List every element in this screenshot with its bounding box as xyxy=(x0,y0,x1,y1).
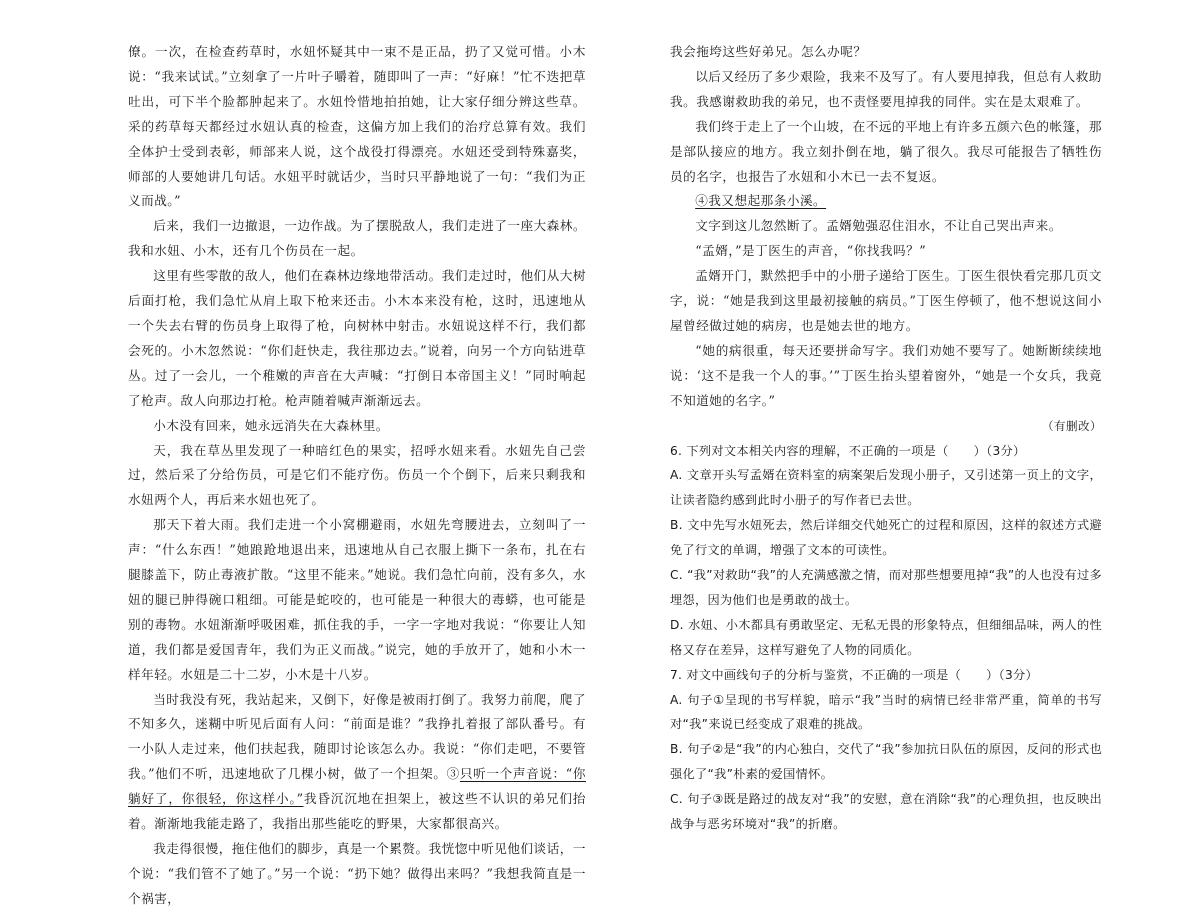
question-6-stem: 6. 下列对文本相关内容的理解，不正确的一项是（ ）（3分） xyxy=(670,443,1026,458)
passage-paragraph: “孟婿，”是丁医生的声音，“你找我吗？” xyxy=(695,243,927,259)
paragraph-text: 我昏沉沉地在担架上，被这些不认识的弟兄们抬着。渐渐地我能走路了，我指出那些能吃的野果，大家都很高兴。 xyxy=(128,791,587,832)
passage-paragraph: 孟婿开门，默然把手中的小册子递给丁医生。丁医生很快看完那几页文字，说：“她是我到这里最初接触的病员。”丁医生停顿了，他不想说这间小屋曾经做过她的病房，也是她去世的地方。 xyxy=(670,268,1102,333)
question-7-option-a: A. 句子①呈现的书写样貌，暗示“我”当时的病情已经非常严重，简单的书写对“我”来说已经变成了艰难的挑战。 xyxy=(670,692,1102,732)
passage-paragraph: 那天下着大雨。我们走进一个小窝棚避雨，水妞先弯腰进去，立刻叫了一声：“什么东西！”她踉跄地退出来，迅速地从自己衣服上撕下一条布，扎在右腿膝盖下，防止毒液扩散。“这里不能来。”她说。我们急忙向前，没有多久，水妞的腿已肿得碗口粗细。可能是蛇咬的，也可能是一种很大的毒蟒，也可能是别的毒物。水妞渐渐呼吸困难，抓住我的手，一字一字地对我说：“你要让人知道，我们都是爱国青年，我们为正义而战。”说完，她的手放开了，她和小木一样年轻。水妞是二十二岁，小木是十八岁。 xyxy=(128,517,586,682)
question-6-option-c: C. “我”对救助“我”的人充满感激之情，而对那些想要甩掉“我”的人也没有过多埋怨，因为他们也是勇敢的战士。 xyxy=(670,568,1102,607)
passage-paragraph: 这里有些零散的敌人，他们在森林边缘地带活动。我们走过时，他们从大树后面打枪，我们急忙从肩上取下枪来还击。小木本来没有枪，这时，迅速地从一个失去右臂的伤员身上取得了枪，向树林中射击。水妞说这样不行，我们都会死的。小木忽然说：“你们赶快走，我往那边去。”说着，向另一个方向钻进草丛。过了一会儿，一个稚嫩的声音在大声喊：“打倒日本帝国主义！”同时响起了枪声。敌人向那边打枪。枪声随着喊声渐渐远去。 xyxy=(128,268,586,408)
passage-paragraph: 后来，我们一边撤退，一边作战。为了摆脱敌人，我们走进了一座大森林。我和水妞、小木，还有几个伤员在一起。 xyxy=(128,218,586,259)
underlined-sentence-3: 只听一个声音说：“你躺好了，你很轻，你这样小。” xyxy=(128,766,586,807)
passage-paragraph: 文字到这儿忽然断了。孟婿勉强忍住泪水，不让自己哭出声来。 xyxy=(695,218,1062,234)
passage-paragraph: 以后又经历了多少艰险，我来不及写了。有人要甩掉我，但总有人救助我。我感谢救助我的弟兄，也不责怪要甩掉我的同伴。实在是太艰难了。 xyxy=(670,68,1102,109)
passage-paragraph xyxy=(128,688,586,837)
passage-paragraph: “她的病很重，每天还要拼命写字。我们劝她不要写了。她断断续续地说：‘这不是我一个人的事。’”丁医生抬头望着窗外，“她是一个女兵，我竟不知道她的名字。” xyxy=(670,342,1102,408)
source-note: （有删改） xyxy=(1042,418,1102,433)
question-7-option-b: B. 句子②是“我”的内心独白，交代了“我”参加抗日队伍的原因，反问的形式也强化了“我”朴素的爱国情怀。 xyxy=(670,742,1102,782)
left-column xyxy=(128,40,586,912)
passage-paragraph: 天，我在草丛里发现了一种暗红色的果实，招呼水妞来看。水妞先自己尝过，然后采了分给伤员，可是它们不能疗伤。伤员一个个倒下，后来只剩我和水妞两个人，再后来水妞也死了。 xyxy=(128,442,586,508)
question-6-option-d: D. 水妞、小木都具有勇敢坚定、无私无畏的形象特点，但细细品味，两人的性格又存在差异，这样写避免了人物的同质化。 xyxy=(670,617,1102,657)
passage-paragraph: 小木没有回来，她永远消失在大森林里。 xyxy=(153,417,389,433)
question-6-option-a: A. 文章开头写孟婿在资料室的病案架后发现小册子，又引述第一页上的文字，让读者隐约感到此时小册子的写作者已去世。 xyxy=(670,468,1102,508)
question-6-option-b: B. 文中先写水妞死去，然后详细交代她死亡的过程和原因，这样的叙述方式避免了行文的单调，增强了文本的可读性。 xyxy=(670,518,1102,558)
right-column xyxy=(670,40,1102,837)
passage-paragraph: 我走得很慢，拖住他们的脚步，真是一个累赘。我恍惚中听见他们谈话，一个说：“我们管不了她了。”另一个说：“扔下她？做得出来吗？”我想我简直是一个祸害， xyxy=(128,841,586,906)
passage-paragraph: 我会拖垮这些好弟兄。怎么办呢？ xyxy=(670,44,867,59)
question-7-option-c: C. 句子③既是路过的战友对“我”的安慰，意在消除“我”的心理负担，也反映出战争与恶劣环境对“我”的折磨。 xyxy=(670,792,1102,832)
underlined-sentence-4: ④我又想起那条小溪。 xyxy=(695,193,827,209)
passage-paragraph xyxy=(670,189,1102,214)
passage-paragraph: 僚。一次，在检查药草时，水妞怀疑其中一束不是正品，扔了又觉可惜。小木说：“我来试试。”立刻拿了一片叶子嚼着，随即叫了一声：“好麻！”忙不迭把草吐出，可下半个脸都肿起来了。水妞怜惜地拍拍她，让大家仔细分辨这些草。采的药草每天都经过水妞认真的检查，这偏方加上我们的治疗总算有效。我们全体护士受到表彰，师部来人说，这个战役打得漂亮。水妞还受到特殊嘉奖，师部的人要她讲几句话。水妞平时就话少，当时只平静地说了一句：“我们为正义而战。” xyxy=(128,44,586,209)
passage-paragraph: 我们终于走上了一个山坡，在不远的平地上有许多五颜六色的帐篷，那是部队接应的地方。我立刻扑倒在地，躺了很久。我尽可能报告了牺牲伤员的名字，也报告了水妞和小木已一去不复返。 xyxy=(670,118,1102,184)
question-7-stem: 7. 对文中画线句子的分析与鉴赏，不正确的一项是（ ）（3分） xyxy=(670,667,1039,682)
paragraph-text: 当时我没有死，我站起来，又倒下，好像是被雨打倒了。我努力前爬，爬了不知多久，迷糊中听见后面有人问：“前面是谁？”我挣扎着报了部队番号。有一小队人走过来，他们扶起我，随即讨论该怎么办。我说：“你们走吧，不要管我。”他们不听，迅速地砍了几棵小树，做了一个担架。③ xyxy=(128,691,586,782)
